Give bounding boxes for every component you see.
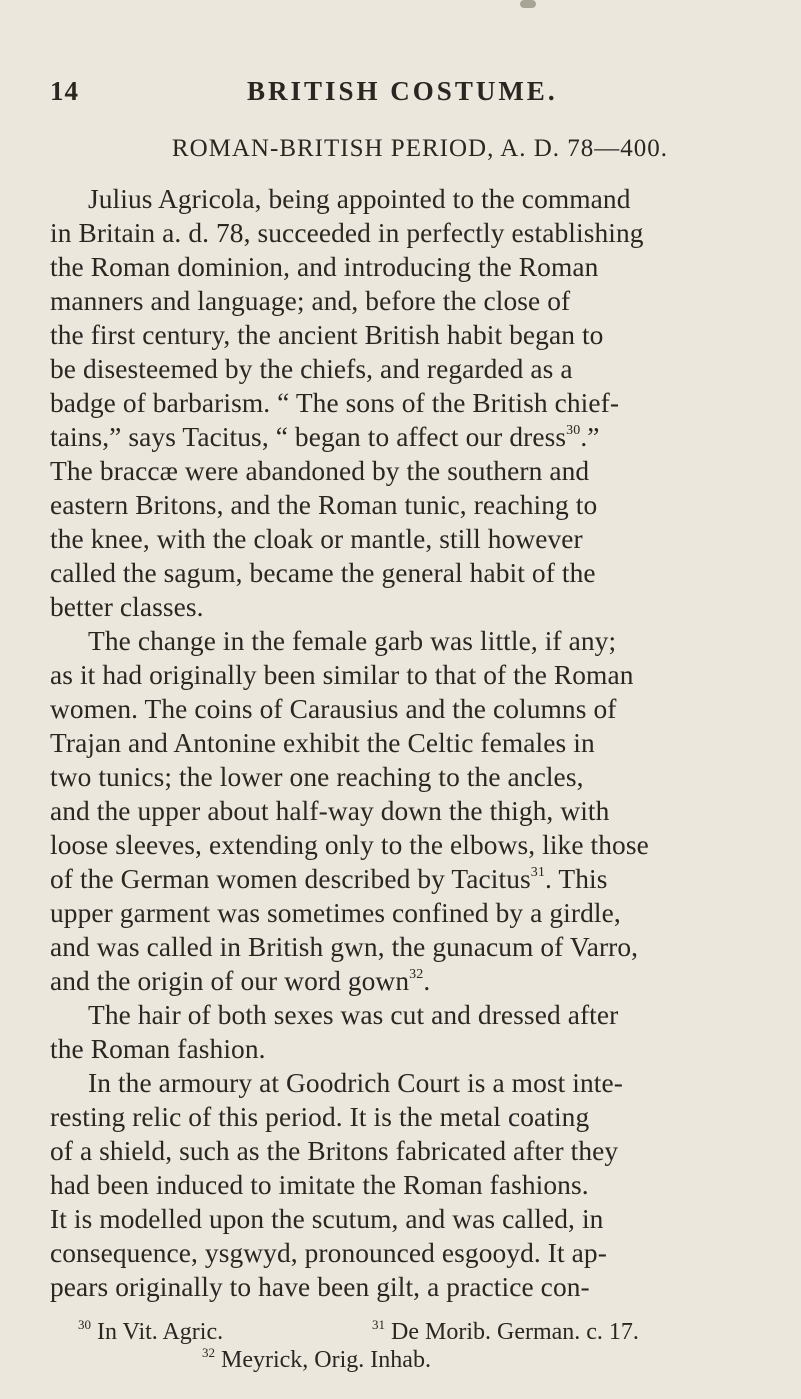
text-line: The change in the female garb was little, if any;	[88, 626, 617, 656]
text-line: resting relic of this period. It is the metal coating	[50, 1102, 590, 1132]
text-line: and was called in British gwn, the gunacum of Varro,	[50, 932, 639, 962]
text-line: of a shield, such as the Britons fabricated after they	[50, 1136, 619, 1166]
line-text: .	[423, 966, 431, 996]
text-line: the knee, with the cloak or mantle, still however	[50, 524, 583, 554]
text-line: the first century, the ancient British habit began to	[50, 320, 604, 350]
text-line: as it had originally been similar to that of the Roman	[50, 660, 634, 690]
text-line: be disesteemed by the chiefs, and regarded as a	[50, 354, 573, 384]
section-title: ROMAN-BRITISH PERIOD, A. D. 78—400.	[171, 135, 669, 162]
footnote-30	[78, 1319, 223, 1346]
text-line: the Roman dominion, and introducing the Roman	[50, 252, 599, 282]
footnote-31	[372, 1319, 639, 1346]
footnote-ref: 32	[409, 967, 424, 982]
text-line: had been induced to imitate the Roman fashions.	[50, 1170, 589, 1200]
text-line: upper garment was sometimes confined by a girdle,	[50, 898, 621, 928]
line-text: . This	[544, 864, 608, 894]
text-line: The braccæ were abandoned by the southern and	[50, 456, 590, 486]
page-stain	[520, 0, 536, 8]
text-line: loose sleeves, extending only to the elbows, like those	[50, 830, 649, 860]
text-line	[50, 420, 600, 454]
page-number: 14	[50, 76, 79, 106]
footnote-text: In Vit. Agric.	[97, 1319, 224, 1345]
text-line	[50, 964, 430, 998]
text-line: and the upper about half-way down the thigh, with	[50, 796, 610, 826]
footnote-ref: 31	[530, 865, 545, 880]
text-line: The hair of both sexes was cut and dressed after	[88, 1000, 619, 1030]
footnote-32	[202, 1347, 431, 1374]
footnote-ref: 30	[566, 423, 581, 438]
text-line: pears originally to have been gilt, a practice con-	[50, 1272, 590, 1302]
line-text: and the origin of our word gown	[50, 966, 410, 996]
running-title: BRITISH COSTUME.	[247, 76, 558, 106]
text-line: in Britain a. d. 78, succeeded in perfectly establishing	[50, 218, 644, 248]
line-text: .”	[580, 422, 600, 452]
footnote-mark: 30	[78, 1317, 91, 1332]
text-line: In the armoury at Goodrich Court is a most inte-	[88, 1068, 623, 1098]
text-line: called the sagum, became the general habit of the	[50, 558, 596, 588]
text-line: Julius Agricola, being appointed to the command	[88, 184, 631, 214]
text-line: consequence, ysgwyd, pronounced esgooyd. It ap-	[50, 1238, 607, 1268]
text-line: two tunics; the lower one reaching to the ancles,	[50, 762, 584, 792]
footnote-mark: 32	[202, 1345, 215, 1360]
line-text: tains,” says Tacitus, “ began to affect our dress	[50, 422, 567, 452]
footnote-mark: 31	[372, 1317, 385, 1332]
line-text: of the German women described by Tacitus	[50, 864, 531, 894]
footnote-text: De Morib. German. c. 17.	[391, 1319, 639, 1345]
text-line: eastern Britons, and the Roman tunic, reaching to	[50, 490, 598, 520]
footnote-text: Meyrick, Orig. Inhab.	[221, 1347, 431, 1373]
text-line: manners and language; and, before the close of	[50, 286, 571, 316]
text-line: the Roman fashion.	[50, 1034, 266, 1064]
text-line	[50, 862, 607, 896]
text-line: better classes.	[50, 592, 204, 622]
running-header	[50, 76, 761, 116]
text-line: badge of barbarism. “ The sons of the British chief-	[50, 388, 620, 418]
text-line: It is modelled upon the scutum, and was called, in	[50, 1204, 604, 1234]
text-line: women. The coins of Carausius and the columns of	[50, 694, 617, 724]
text-line: Trajan and Antonine exhibit the Celtic females in	[50, 728, 595, 758]
